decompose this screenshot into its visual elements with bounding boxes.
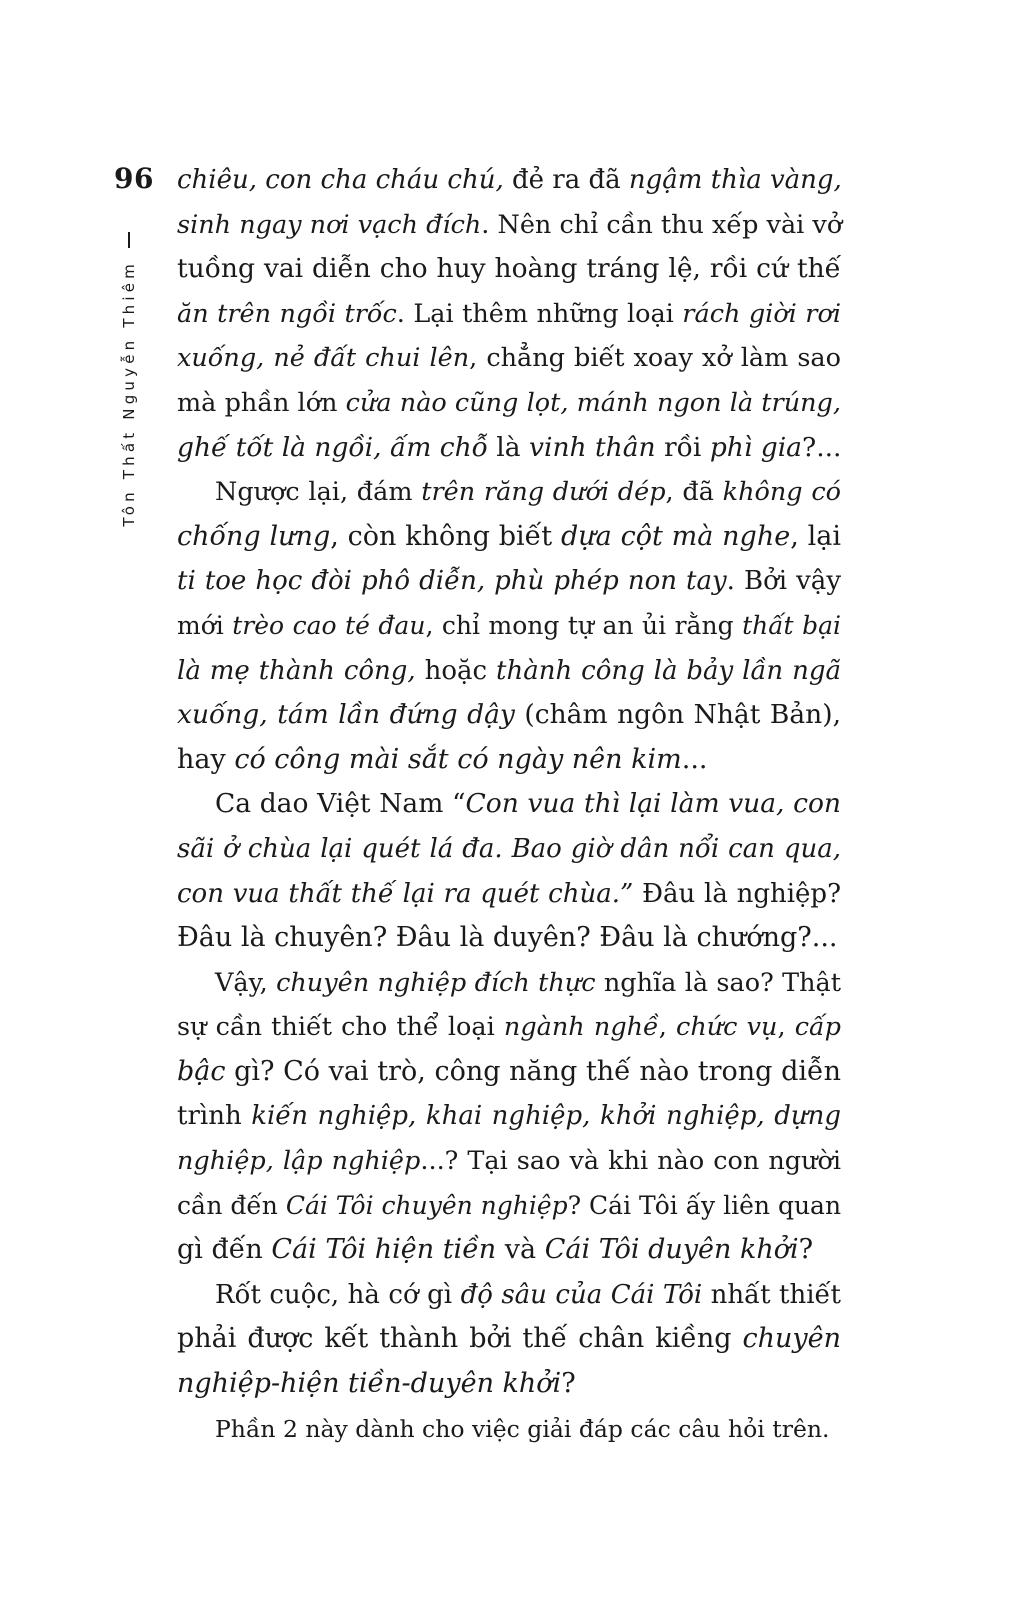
- text-line: [177, 1407, 841, 1452]
- text-run: mới: [177, 610, 233, 640]
- text-line: [177, 916, 841, 961]
- text-run: tuồng vai diễn cho huy hoàng tráng lệ, rồi cứ thế: [177, 253, 841, 285]
- text-line: [177, 1094, 841, 1139]
- italic-run: Cái Tôi hiện tiền: [271, 1234, 497, 1266]
- text-line: [177, 1005, 841, 1050]
- text-run: . Nên chỉ cần thu xếp vài vở: [481, 209, 843, 240]
- italic-run: bậc: [177, 1055, 226, 1087]
- text-run: cần đến: [177, 1190, 286, 1220]
- running-head-author: Tôn Thất Nguyễn Thiêm: [120, 260, 138, 527]
- text-run: , còn không biết: [330, 520, 561, 552]
- text-line: [177, 292, 841, 337]
- text-run: , lại: [790, 520, 841, 552]
- text-run: Ngược lại, đám: [215, 477, 422, 508]
- text-line: [177, 1184, 841, 1229]
- page-number: 96: [114, 162, 154, 195]
- italic-run: ăn trên ngồi trốc: [177, 298, 397, 329]
- text-line: [177, 1317, 841, 1362]
- text-line: [177, 381, 841, 426]
- italic-run: vinh thân: [529, 431, 656, 463]
- text-run: mà phần lớn: [177, 387, 346, 418]
- italic-run: có công mài sắt có ngày nên kim: [234, 743, 682, 775]
- text-run: , đã: [665, 477, 723, 508]
- italic-run: thất bại: [742, 610, 841, 640]
- text-line: [177, 604, 841, 649]
- text-run: (châm ngôn Nhật Bản),: [514, 699, 841, 731]
- text-run: đẻ ra đã: [503, 165, 629, 195]
- text-line: [177, 1273, 841, 1318]
- text-line: [177, 872, 841, 917]
- italic-run: độ sâu của Cái Tôi: [460, 1279, 703, 1310]
- text-run: ,: [777, 1012, 795, 1043]
- text-run: ...: [681, 743, 708, 775]
- italic-run: thành công là bảy lần ngã: [496, 655, 841, 686]
- text-run: ?: [798, 1234, 814, 1266]
- text-run: gì? Có vai trò, công năng thế nào trong diễn: [225, 1055, 841, 1087]
- text-run: Ca dao Việt Nam “: [215, 788, 466, 820]
- italic-run: xuống, tám lần đứng dậy: [177, 699, 515, 731]
- text-line: [177, 782, 841, 827]
- running-head-dash: [128, 232, 130, 248]
- text-line: [177, 827, 841, 872]
- italic-run: kiến nghiệp, khai nghiệp, khởi nghiệp, dựng: [251, 1101, 841, 1132]
- italic-run: Con vua thì lại làm vua, con: [465, 788, 841, 820]
- text-line: [177, 426, 841, 471]
- text-line: [177, 1362, 841, 1407]
- text-run: nghĩa là sao? Thật: [595, 967, 841, 998]
- italic-run: xuống, nẻ đất chui lên: [177, 343, 470, 374]
- text-run: ?...: [801, 431, 842, 463]
- text-run: nhất thiết: [702, 1279, 841, 1310]
- text-line: [177, 158, 841, 203]
- italic-run: cửa nào cũng lọt, mánh ngon là trúng,: [345, 387, 841, 418]
- text-run: ?: [561, 1368, 576, 1400]
- text-run: là: [487, 431, 529, 463]
- text-run: sự cần thiết cho thể loại: [177, 1012, 504, 1043]
- italic-run: ghế tốt là ngồi, ấm chỗ: [177, 431, 488, 463]
- text-line: [177, 738, 841, 783]
- italic-run: trên răng dưới dép: [421, 477, 666, 508]
- italic-run: trèo cao té đau: [232, 610, 426, 640]
- italic-run: ngành nghề: [503, 1012, 659, 1043]
- text-run: rồi: [655, 431, 710, 463]
- italic-run: nghiệp, lập nghiệp: [177, 1146, 421, 1177]
- text-line: [177, 1050, 841, 1095]
- italic-run: là mẹ thành công,: [177, 655, 416, 686]
- text-line: [177, 693, 841, 738]
- text-line: [177, 961, 841, 1006]
- text-line: [177, 247, 841, 292]
- text-line: [177, 1139, 841, 1184]
- text-line: [177, 336, 841, 381]
- text-line: [177, 203, 841, 248]
- text-run: trình: [177, 1101, 252, 1132]
- text-line: [177, 559, 841, 604]
- text-run: , chỉ mong tự an ủi rằng: [425, 610, 743, 640]
- italic-run: chống lưng: [177, 520, 331, 552]
- text-run: phải được kết thành bởi thế chân kiềng: [177, 1323, 743, 1355]
- text-run: hoặc: [415, 655, 497, 686]
- italic-run: chiêu, con cha cháu chú,: [177, 165, 504, 195]
- italic-run: rách giời rơi: [682, 298, 841, 329]
- italic-run: nghiệp-hiện tiền-duyên khởi: [177, 1368, 562, 1400]
- text-run: ...? Tại sao và khi nào con người: [420, 1146, 841, 1177]
- body-text: [177, 158, 841, 1451]
- text-run: Đâu là chuyên? Đâu là duyên? Đâu là chướng?...: [177, 922, 838, 954]
- text-run: gì đến: [177, 1234, 272, 1266]
- text-run: hay: [177, 743, 235, 775]
- text-line: [177, 515, 841, 560]
- italic-run: dựa cột mà nghe: [560, 520, 791, 552]
- text-run: Phần 2 này dành cho việc giải đáp các câu hỏi trên.: [215, 1414, 830, 1443]
- text-line: [177, 470, 841, 515]
- italic-run: sãi ở chùa lại quét lá đa. Bao giờ dân nổi can qua,: [177, 833, 841, 864]
- italic-run: chức vụ: [676, 1012, 778, 1043]
- italic-run: không có: [722, 477, 841, 508]
- italic-run: phì gia: [709, 431, 802, 463]
- text-line: [177, 649, 841, 694]
- italic-run: chuyên: [742, 1323, 841, 1355]
- italic-run: sinh ngay nơi vạch đích: [177, 209, 482, 240]
- text-run: . Bởi vậy: [726, 566, 842, 597]
- text-run: , chẳng biết xoay xở làm sao: [469, 343, 841, 374]
- text-run: ,: [658, 1012, 677, 1043]
- italic-run: Cái Tôi chuyên nghiệp: [285, 1190, 568, 1220]
- text-run: Đâu là nghiệp?: [633, 878, 842, 909]
- italic-run: Cái Tôi duyên khởi: [544, 1234, 799, 1266]
- italic-run: chuyên nghiệp đích thực: [276, 967, 596, 998]
- text-run: ? Cái Tôi ấy liên quan: [567, 1190, 842, 1220]
- text-run: . Lại thêm những loại: [396, 298, 683, 329]
- text-run: Vậy,: [215, 967, 277, 998]
- text-run: Rốt cuộc, hà cớ gì: [215, 1279, 461, 1310]
- italic-run: con vua thất thế lại ra quét chùa.”: [177, 878, 634, 909]
- italic-run: ti toe học đòi phô diễn, phù phép non tay: [177, 566, 727, 597]
- text-run: và: [496, 1234, 545, 1266]
- italic-run: ngậm thìa vàng,: [628, 165, 842, 195]
- running-head: [118, 232, 140, 542]
- text-line: [177, 1228, 841, 1273]
- italic-run: cấp: [794, 1012, 841, 1043]
